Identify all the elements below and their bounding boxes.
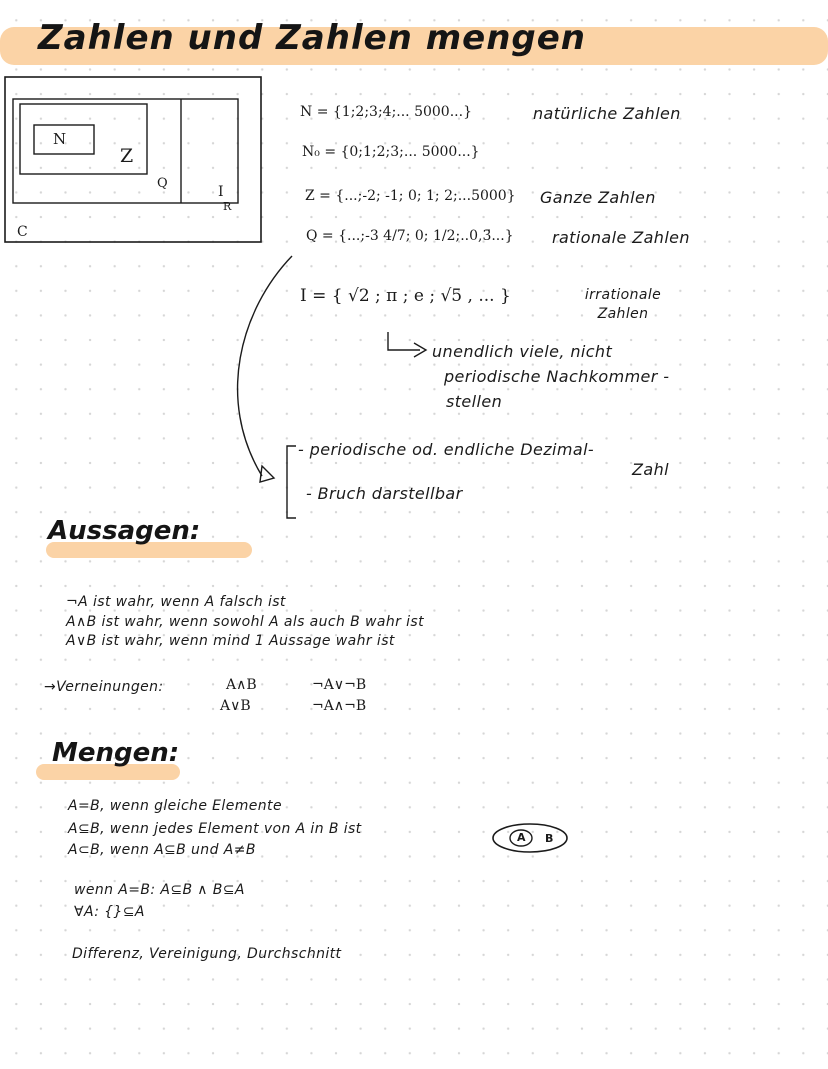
- mengen-ops-line: Differenz, Vereinigung, Durchschnitt: [72, 946, 342, 962]
- aussagen-heading: Aussagen:: [48, 516, 201, 546]
- rational-note-line1: - periodische od. endliche Dezimal-: [298, 440, 595, 459]
- mengen-line-3: A⊂B, wenn A⊆B und A≠B: [68, 842, 256, 858]
- verneinung-expr-2: A∨B: [220, 698, 251, 714]
- set-rational-name: rationale Zahlen: [552, 228, 690, 247]
- set-natural-zero: N₀ = {0;1;2;3;... 5000...}: [302, 144, 480, 160]
- irrational-note-line2: periodische Nachkommer -: [444, 367, 670, 386]
- rational-note-line2: - Bruch darstellbar: [306, 484, 463, 503]
- mengen-forall-line: ∀A: {}⊆A: [74, 904, 145, 920]
- set-irrational: I = { √2 ; π ; e ; √5 , ... }: [300, 286, 511, 306]
- label-r: R: [223, 200, 232, 213]
- set-natural: N = {1;2;3;4;... 5000...}: [300, 104, 472, 120]
- mengen-line-1: A=B, wenn gleiche Elemente: [68, 798, 282, 814]
- rational-note-line1b: Zahl: [632, 460, 669, 479]
- verneinung-neg-2: ¬A∧¬B: [312, 698, 367, 714]
- venn-outer-b: [493, 824, 567, 852]
- label-i: I: [218, 184, 224, 200]
- curved-arrow: [238, 256, 292, 476]
- l-arrow: [388, 332, 420, 350]
- venn-label-a: A: [517, 831, 526, 844]
- page-title: Zahlen und Zahlen mengen: [38, 18, 586, 58]
- rational-bracket: [287, 446, 296, 518]
- mengen-line-2: A⊆B, wenn jedes Element von A in B ist: [68, 821, 362, 837]
- venn-label-b: B: [545, 832, 554, 845]
- mengen-wenn-line: wenn A=B: A⊆B ∧ B⊆A: [74, 882, 245, 898]
- arrow-head: [260, 466, 274, 482]
- irrational-note-line1: unendlich viele, nicht: [432, 342, 613, 361]
- set-rational: Q = {...;-3 4/7; 0; 1/2;..0,3̄...}: [306, 228, 514, 244]
- mengen-heading: Mengen:: [52, 738, 180, 768]
- label-n: N: [53, 130, 67, 148]
- set-natural-name: natürliche Zahlen: [533, 104, 681, 123]
- label-c: C: [17, 224, 28, 240]
- set-integer-name: Ganze Zahlen: [540, 188, 656, 207]
- verneinung-neg-1: ¬A∨¬B: [312, 677, 367, 693]
- aussagen-line-3: A∨B ist wahr, wenn mind 1 Aussage wahr ist: [66, 633, 395, 649]
- verneinung-expr-1: A∧B: [226, 677, 257, 693]
- aussagen-line-1: ¬A ist wahr, wenn A falsch ist: [66, 594, 286, 610]
- irrational-note-line3: stellen: [446, 392, 503, 411]
- set-irrational-name: irrationale Zahlen: [584, 287, 662, 322]
- aussagen-line-2: A∧B ist wahr, wenn sowohl A als auch B wahr ist: [66, 614, 424, 630]
- set-integer: Z = {...;-2; -1; 0; 1; 2;...5000}: [305, 188, 516, 204]
- verneinungen-label: →Verneinungen:: [44, 679, 164, 695]
- label-z: Z: [120, 145, 134, 167]
- label-q: Q: [157, 176, 168, 191]
